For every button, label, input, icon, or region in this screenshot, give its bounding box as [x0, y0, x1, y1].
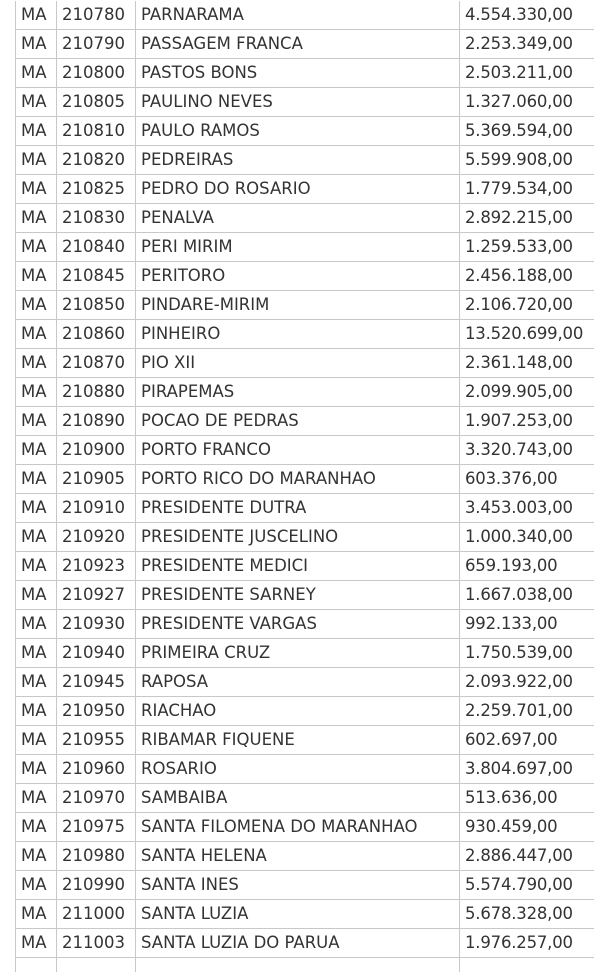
cell-municipality: PARNARAMA	[136, 1, 460, 30]
cell-state: MA	[16, 117, 57, 146]
cell-municipality: PINHEIRO	[136, 320, 460, 349]
cell-code: 210845	[57, 262, 136, 291]
cell-code: 211003	[57, 929, 136, 958]
cell-code: 210830	[57, 204, 136, 233]
cell-code: 210900	[57, 436, 136, 465]
cell-state: MA	[16, 407, 57, 436]
cell-value: 3.804.697,00	[460, 755, 594, 784]
table-row	[16, 349, 594, 378]
cell-state: MA	[16, 465, 57, 494]
cell-municipality: PENALVA	[136, 204, 460, 233]
table-row	[16, 465, 594, 494]
cell-municipality: PAULO RAMOS	[136, 117, 460, 146]
cell-code: 210930	[57, 610, 136, 639]
table-row	[16, 900, 594, 929]
cell-code: 210975	[57, 813, 136, 842]
cell-code: 210840	[57, 233, 136, 262]
table-row	[16, 407, 594, 436]
cell-code: 210950	[57, 697, 136, 726]
cell-code: 210880	[57, 378, 136, 407]
cell-code: 210970	[57, 784, 136, 813]
cell-state: MA	[16, 494, 57, 523]
cell-code: 210805	[57, 88, 136, 117]
cell-state: MA	[16, 726, 57, 755]
cell-municipality: PEDREIRAS	[136, 146, 460, 175]
cell-value: 930.459,00	[460, 813, 594, 842]
cell-municipality: PRESIDENTE DUTRA	[136, 494, 460, 523]
table-row	[16, 117, 594, 146]
table-row	[16, 175, 594, 204]
cell-value: 1.976.257,00	[460, 929, 594, 958]
cell-value: 1.750.539,00	[460, 639, 594, 668]
cell-value: 1.000.340,00	[460, 523, 594, 552]
cell-code: 211000	[57, 900, 136, 929]
cell-municipality: RIACHAO	[136, 697, 460, 726]
cell-municipality: PIO XII	[136, 349, 460, 378]
cell-state: MA	[16, 842, 57, 871]
cell-municipality: SANTA INES	[136, 871, 460, 900]
cell-code: 210905	[57, 465, 136, 494]
cell-value: 1.667.038,00	[460, 581, 594, 610]
table-row	[16, 668, 594, 697]
cell-state: MA	[16, 610, 57, 639]
cell-state: MA	[16, 1, 57, 30]
table-row	[16, 639, 594, 668]
cell-code: 210860	[57, 320, 136, 349]
cell-code: 210890	[57, 407, 136, 436]
municipality-values-table	[15, 1, 594, 972]
cell-municipality: PERITORO	[136, 262, 460, 291]
cell-code: 210800	[57, 59, 136, 88]
table-row	[16, 436, 594, 465]
cell-municipality: PRESIDENTE VARGAS	[136, 610, 460, 639]
cell-code: 210870	[57, 349, 136, 378]
cell-municipality: SANTA FILOMENA DO MARANHAO	[136, 813, 460, 842]
cell-code: 210927	[57, 581, 136, 610]
cell-municipality: SANTA LUZIA	[136, 900, 460, 929]
cell-value: 5.678.328,00	[460, 900, 594, 929]
cell-value: 2.259.701,00	[460, 697, 594, 726]
empty-cell	[460, 958, 594, 972]
cell-state: MA	[16, 755, 57, 784]
table-row	[16, 697, 594, 726]
cell-code: 210945	[57, 668, 136, 697]
cell-state: MA	[16, 175, 57, 204]
table-row	[16, 610, 594, 639]
cell-state: MA	[16, 262, 57, 291]
cell-municipality: SANTA LUZIA DO PARUA	[136, 929, 460, 958]
cell-municipality: SANTA HELENA	[136, 842, 460, 871]
cell-municipality: RIBAMAR FIQUENE	[136, 726, 460, 755]
cell-code: 210780	[57, 1, 136, 30]
cell-value: 513.636,00	[460, 784, 594, 813]
cell-municipality: PORTO RICO DO MARANHAO	[136, 465, 460, 494]
cell-municipality: PINDARE-MIRIM	[136, 291, 460, 320]
cell-code: 210920	[57, 523, 136, 552]
table-row	[16, 929, 594, 958]
cell-state: MA	[16, 552, 57, 581]
cell-value: 1.327.060,00	[460, 88, 594, 117]
empty-cell	[57, 958, 136, 972]
cell-value: 4.554.330,00	[460, 1, 594, 30]
table-row	[16, 378, 594, 407]
cell-value: 2.503.211,00	[460, 59, 594, 88]
cell-state: MA	[16, 639, 57, 668]
table-row	[16, 88, 594, 117]
cell-value: 2.253.349,00	[460, 30, 594, 59]
table-row	[16, 842, 594, 871]
table-row	[16, 262, 594, 291]
table-row	[16, 204, 594, 233]
table-row	[16, 784, 594, 813]
cell-municipality: PRESIDENTE SARNEY	[136, 581, 460, 610]
cell-state: MA	[16, 88, 57, 117]
cell-code: 210980	[57, 842, 136, 871]
cell-value: 3.320.743,00	[460, 436, 594, 465]
cell-state: MA	[16, 204, 57, 233]
empty-cell	[16, 958, 57, 972]
cell-code: 210940	[57, 639, 136, 668]
cell-code: 210960	[57, 755, 136, 784]
cell-municipality: PERI MIRIM	[136, 233, 460, 262]
table-row	[16, 581, 594, 610]
table-row	[16, 871, 594, 900]
cell-state: MA	[16, 30, 57, 59]
cell-state: MA	[16, 929, 57, 958]
cell-value: 1.779.534,00	[460, 175, 594, 204]
cell-municipality: ROSARIO	[136, 755, 460, 784]
cell-municipality: PAULINO NEVES	[136, 88, 460, 117]
cell-municipality: PRESIDENTE JUSCELINO	[136, 523, 460, 552]
cell-code: 210990	[57, 871, 136, 900]
cell-state: MA	[16, 233, 57, 262]
table-row	[16, 755, 594, 784]
cell-value: 2.456.188,00	[460, 262, 594, 291]
cell-value: 2.099.905,00	[460, 378, 594, 407]
cell-municipality: PRIMEIRA CRUZ	[136, 639, 460, 668]
cell-state: MA	[16, 378, 57, 407]
cell-value: 2.892.215,00	[460, 204, 594, 233]
cell-municipality: PIRAPEMAS	[136, 378, 460, 407]
cell-state: MA	[16, 813, 57, 842]
cell-municipality: PASTOS BONS	[136, 59, 460, 88]
cell-code: 210825	[57, 175, 136, 204]
table-row	[16, 59, 594, 88]
empty-cell	[136, 958, 460, 972]
cell-code: 210923	[57, 552, 136, 581]
cell-state: MA	[16, 668, 57, 697]
cell-value: 1.259.533,00	[460, 233, 594, 262]
cell-value: 2.093.922,00	[460, 668, 594, 697]
table-body	[16, 1, 594, 972]
table-row	[16, 320, 594, 349]
cell-code: 210910	[57, 494, 136, 523]
cell-state: MA	[16, 146, 57, 175]
cell-state: MA	[16, 59, 57, 88]
cell-code: 210790	[57, 30, 136, 59]
cell-municipality: RAPOSA	[136, 668, 460, 697]
cell-code: 210955	[57, 726, 136, 755]
cell-value: 2.886.447,00	[460, 842, 594, 871]
cell-value: 2.361.148,00	[460, 349, 594, 378]
table-row	[16, 146, 594, 175]
table-row	[16, 1, 594, 30]
cell-value: 602.697,00	[460, 726, 594, 755]
table-row	[16, 30, 594, 59]
cell-value: 1.907.253,00	[460, 407, 594, 436]
cell-municipality: POCAO DE PEDRAS	[136, 407, 460, 436]
table-row	[16, 726, 594, 755]
cell-state: MA	[16, 436, 57, 465]
cell-state: MA	[16, 697, 57, 726]
cell-value: 5.574.790,00	[460, 871, 594, 900]
table-row-cut-off	[16, 958, 594, 972]
cell-state: MA	[16, 900, 57, 929]
cell-value: 603.376,00	[460, 465, 594, 494]
cell-state: MA	[16, 523, 57, 552]
cell-value: 5.599.908,00	[460, 146, 594, 175]
cell-municipality: PORTO FRANCO	[136, 436, 460, 465]
table-row	[16, 813, 594, 842]
cell-state: MA	[16, 871, 57, 900]
cell-value: 3.453.003,00	[460, 494, 594, 523]
cell-value: 659.193,00	[460, 552, 594, 581]
cell-value: 992.133,00	[460, 610, 594, 639]
cell-value: 13.520.699,00	[460, 320, 594, 349]
cell-code: 210810	[57, 117, 136, 146]
cell-code: 210820	[57, 146, 136, 175]
table-row	[16, 494, 594, 523]
cell-state: MA	[16, 581, 57, 610]
cell-municipality: PEDRO DO ROSARIO	[136, 175, 460, 204]
cell-municipality: PASSAGEM FRANCA	[136, 30, 460, 59]
cell-state: MA	[16, 291, 57, 320]
cell-state: MA	[16, 784, 57, 813]
table-row	[16, 552, 594, 581]
table-row	[16, 233, 594, 262]
cell-value: 5.369.594,00	[460, 117, 594, 146]
cell-state: MA	[16, 349, 57, 378]
cell-code: 210850	[57, 291, 136, 320]
table-row	[16, 291, 594, 320]
cell-value: 2.106.720,00	[460, 291, 594, 320]
cell-municipality: PRESIDENTE MEDICI	[136, 552, 460, 581]
cell-state: MA	[16, 320, 57, 349]
table-row	[16, 523, 594, 552]
cell-municipality: SAMBAIBA	[136, 784, 460, 813]
